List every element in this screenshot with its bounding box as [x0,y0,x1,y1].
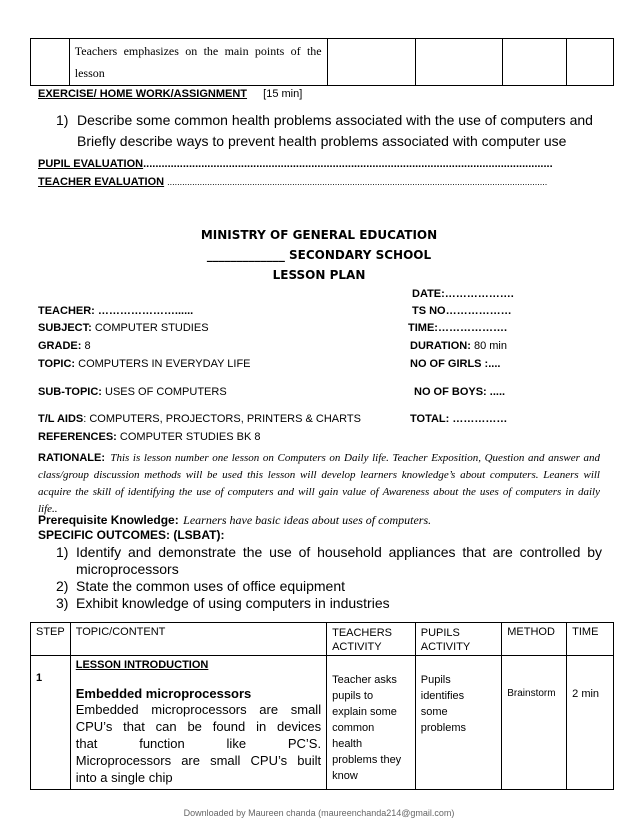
exercise-item [56,110,616,152]
pupil-activity-line: identifies [420,690,465,702]
outcome-number: 2) [56,578,69,594]
header-method-text: METHOD [507,626,555,638]
pupil-cell [416,39,502,86]
teacher-activity-line: pupils to [332,690,374,702]
exercise-item-number: 1) [56,112,69,128]
outcome-line1: State the common uses of office equipment [76,578,346,594]
teacher-activity-line: health [332,738,363,750]
subtopic-label: SUB-TOPIC: [38,386,102,398]
references-field [38,431,260,443]
ministry-title: MINISTRY OF GENERAL EDUCATION [200,228,438,242]
outcome-number: 1) [56,544,69,560]
header-time [567,623,614,656]
tl-aids-field [38,413,361,425]
row-method [502,656,567,790]
header-step-text: STEP [36,626,65,638]
header-teachers-line2: ACTIVITY [332,641,382,653]
pupil-activity-line: Pupils [420,674,451,686]
subject-field [38,322,209,334]
grade-label: GRADE: [38,340,82,352]
rationale-line: life.. [38,503,58,515]
girls-field [410,358,500,370]
duration-label: DURATION: [410,340,471,352]
teacher-activity-line: Teacher asks [332,674,397,686]
date-field [412,288,514,300]
topic-field [38,358,251,370]
teacher-value: …………………...... [97,305,194,317]
outcomes-list [56,544,602,612]
girls-label: NO OF GIRLS : [410,358,489,370]
topic-label: TOPIC: [38,358,76,370]
header-pupils [415,623,502,656]
prerequisite-label: Prerequisite Knowledge: [38,513,179,527]
teacher-evaluation-dots: ........................................................................................................................................................ [167,177,548,187]
row-time [567,656,614,790]
teacher-activity-line: problems they [332,754,402,766]
school-label: SECONDARY SCHOOL [289,248,432,262]
table-header-row [31,623,614,656]
outcome-item [56,544,602,578]
pupil-evaluation-label: PUPIL EVALUATION [38,158,144,170]
teacher-field [38,305,193,317]
outcomes-label: SPECIFIC OUTCOMES: (LSBAT): [38,528,225,542]
pupil-activity-line: problems [420,722,466,734]
time-field [408,322,507,334]
subtopic-field [38,386,227,398]
ts-no-label: TS NO [412,305,446,317]
header-method [502,623,567,656]
outcome-item [56,595,602,612]
ts-no-value: ……………… [445,305,512,317]
references-value: COMPUTER STUDIES BK 8 [119,431,261,443]
boys-value: ..... [489,386,506,398]
lesson-table [30,622,614,790]
subject-value: COMPUTER STUDIES [94,322,209,334]
content-cell [69,39,327,86]
header-teachers [327,623,416,656]
pupil-evaluation-dots: ...................................................................................................................................... [143,158,553,170]
row-content-line: that function like PC’S. [75,736,322,751]
row-content-line: into a single chip [75,770,173,785]
header-step [31,623,71,656]
header-pupils-line1: PUPILS [420,627,460,639]
boys-label: NO OF BOYS: [414,386,487,398]
step-cell [31,39,70,86]
boys-field [414,386,505,398]
school-title [0,248,638,262]
exercise-list [56,110,616,152]
pupil-activity-line: some [420,706,448,718]
download-footer: Downloaded by Maureen chanda (maureenchanda214@gmail.com) [183,808,455,818]
previous-page-table [30,38,614,86]
outcome-number: 3) [56,595,69,611]
header-time-text: TIME [572,626,599,638]
exercise-label: EXERCISE/ HOME WORK/ASSIGNMENT [38,88,248,100]
time-label: TIME: [408,322,438,334]
teacher-label: TEACHER: [38,305,95,317]
rationale [38,448,600,518]
teacher-activity-line: common [332,722,375,734]
teacher-cell [327,39,415,86]
exercise-item-line2: Briefly describe ways to prevent health problems associated with computer use [77,133,567,149]
teacher-evaluation [38,176,598,188]
prerequisite-knowledge [38,511,431,529]
duration-value: 80 min [473,340,507,352]
ts-no-field [412,305,512,317]
tl-aids-label: T/L AIDS [38,413,84,425]
outcome-item [56,578,602,595]
row-method-text: Brainstorm [507,688,556,699]
topic-value: COMPUTERS IN EVERYDAY LIFE [78,358,251,370]
row-time-text: 2 min [572,688,600,700]
girls-value: .... [488,358,501,370]
rationale-line: This is lesson number one lesson on Computers on Daily life. Teacher Exposition, Question and answer and [110,452,600,464]
row-step [31,656,71,790]
row-text-line2: lesson [74,66,105,80]
row-content-line: Embedded microprocessors are small [75,702,322,717]
teacher-activity-line: explain some [332,706,397,718]
exercise-heading [38,88,302,100]
row-content-line: Microprocessors are small CPU’s built [75,753,322,768]
method-cell [502,39,567,86]
row-subheading: Embedded microprocessors [75,686,252,701]
header-teachers-line1: TEACHERS [332,627,392,639]
pupil-evaluation [38,158,598,170]
date-value: ………………. [444,288,514,300]
tl-aids-value: : COMPUTERS, PROJECTORS, PRINTERS & CHARTS [83,413,361,425]
rationale-line: class/group discussion methods will be used this lesson will develop learners knowledge’s about computers. Leaners will [38,469,600,481]
header-topic [70,623,326,656]
teacher-activity-line: know [332,770,358,782]
rationale-line: acquire the skill of identifying the use of computers and will gain value of Awareness about the uses of computers in daily [38,486,600,498]
header-topic-text: TOPIC/CONTENT [75,626,166,638]
row-step-text: 1 [36,672,43,684]
grade-field [38,340,91,352]
row-teacher-activity [327,656,416,790]
exercise-duration: [15 min] [263,88,303,100]
prerequisite-value: Learners have basic ideas about uses of computers. [183,513,432,527]
time-cell [567,39,614,86]
time-value: ………………. [437,322,508,334]
teacher-evaluation-label: TEACHER EVALUATION [38,176,165,188]
duration-field [410,340,507,352]
header-pupils-line2: ACTIVITY [420,641,471,653]
lesson-plan-title: LESSON PLAN [272,268,366,282]
row-section-heading: LESSON INTRODUCTION [75,659,209,671]
total-label: TOTAL: [410,413,450,425]
school-name-blank: _____________ [206,248,285,262]
total-value: …………… [452,413,508,425]
subtopic-value: USES OF COMPUTERS [105,386,227,398]
date-label: DATE: [412,288,445,300]
outcome-line1: Exhibit knowledge of using computers in industries [76,595,390,611]
subject-label: SUBJECT: [38,322,92,334]
outcome-line2: microprocessors [76,561,179,577]
row-pupil-activity [415,656,502,790]
row-content-line: CPU’s that can be found in devices [75,719,322,734]
outcome-line1: Identify and demonstrate the use of household appliances that are controlled by [76,544,602,560]
row-content [70,656,326,790]
row-text-line1: Teachers emphasizes on the main points of the [74,44,322,58]
exercise-item-line1: Describe some common health problems associated with the use of computers and [77,112,593,128]
total-field [410,413,507,425]
table-row [31,656,614,790]
grade-value: 8 [84,340,91,352]
rationale-label: RATIONALE: [38,452,106,464]
references-label: REFERENCES: [38,431,117,443]
